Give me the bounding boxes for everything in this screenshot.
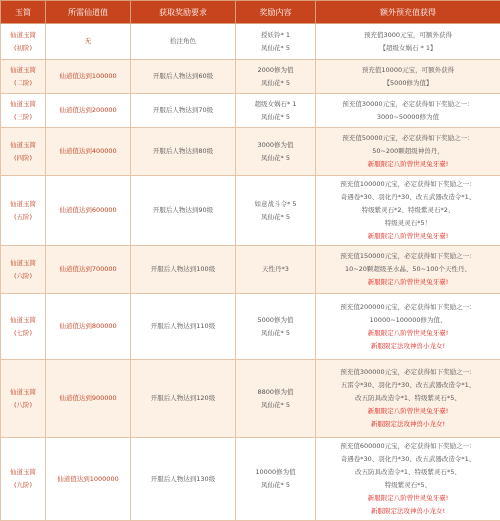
- need-cell: [46, 360, 131, 438]
- extra-cell-line: 10000~100000修为值、: [319, 314, 497, 327]
- stage-cell-line: 仙道玉简: [4, 98, 42, 111]
- extra-cell: [316, 294, 500, 360]
- extra-cell-line: 预充值30000元宝，必定获得如下奖励之一：: [319, 98, 497, 111]
- extra-cell-highlight: 新服限定八阶曾世灵兔牙臺!: [319, 492, 497, 505]
- requirement-cell-line: 开服后人物达到90级: [134, 204, 232, 217]
- table-row: [1, 360, 500, 438]
- extra-cell-line: 改五防具改造令*1、特级紫灵石*5、: [319, 392, 497, 405]
- requirement-cell-line: 开服后人物达到130级: [134, 473, 232, 486]
- reward-cell: [236, 24, 316, 60]
- need-cell-line: 无: [49, 35, 127, 48]
- table-row: [1, 60, 500, 94]
- table-row: [1, 128, 500, 176]
- requirement-cell: [131, 438, 236, 521]
- requirement-cell: [131, 360, 236, 438]
- requirement-cell-line: 开服后人物达到110级: [134, 320, 232, 333]
- extra-cell: [316, 360, 500, 438]
- stage-cell-line: (七阶): [4, 327, 42, 340]
- requirement-cell-line: 开服后人物达到70级: [134, 104, 232, 117]
- extra-cell-highlight: 新服限定法攻神兽小龙女!: [319, 340, 497, 353]
- header-stage: 玉简: [1, 1, 46, 24]
- stage-cell-line: 仙道玉简: [4, 64, 42, 77]
- extra-cell: [316, 246, 500, 294]
- need-cell: [46, 94, 131, 128]
- requirement-cell: [131, 176, 236, 246]
- stage-cell-line: 仙道玉简: [4, 386, 42, 399]
- reward-cell: [236, 294, 316, 360]
- extra-cell-highlight: 新服限定八阶曾世灵兔牙臺!: [319, 158, 497, 171]
- requirement-cell-line: 开服后人物达到80级: [134, 145, 232, 158]
- header-reward: 奖励内容: [236, 1, 316, 24]
- reward-cell-line: 天性丹*3: [239, 263, 312, 276]
- need-cell-line: 仙道值达到600000: [49, 204, 127, 217]
- extra-cell-line: 改五防具改造令*1、特级紫灵石*5、: [319, 466, 497, 479]
- stage-cell-line: (三阶): [4, 111, 42, 124]
- reward-cell-line: 如意战斗令* 5: [239, 198, 312, 211]
- header-need: 所需仙道值: [46, 1, 131, 24]
- reward-cell: [236, 176, 316, 246]
- stage-cell: [1, 294, 46, 360]
- extra-cell: [316, 60, 500, 94]
- reward-cell: [236, 360, 316, 438]
- extra-cell-highlight: 新服限定八阶曾世灵兔牙臺!: [319, 276, 497, 289]
- requirement-cell: [131, 128, 236, 176]
- extra-cell-line: 【超级女娲石 * 1】: [319, 42, 497, 55]
- stage-cell-line: (九阶): [4, 479, 42, 492]
- need-cell-line: 仙道值达到100000: [49, 70, 127, 83]
- extra-cell-line: 奇遇卷*30、羽化丹*30、改五武器改造令*1、: [319, 453, 497, 466]
- need-cell: [46, 438, 131, 521]
- table-row: [1, 24, 500, 60]
- requirement-cell-line: 开服后人物达到60级: [134, 70, 232, 83]
- extra-cell-line: 预充值150000元宝，必定获得如下奖励之一：: [319, 250, 497, 263]
- need-cell-line: 仙道值达到200000: [49, 104, 127, 117]
- stage-cell: [1, 24, 46, 60]
- requirement-cell: [131, 294, 236, 360]
- header-requirement: 获取奖励要求: [131, 1, 236, 24]
- stage-cell-line: 仙道玉简: [4, 314, 42, 327]
- reward-cell-line: 2000修为值: [239, 64, 312, 77]
- requirement-cell-line: 开服后人物达到100级: [134, 263, 232, 276]
- need-cell-line: 仙道值达到900000: [49, 392, 127, 405]
- need-cell: [46, 176, 131, 246]
- need-cell: [46, 246, 131, 294]
- reward-cell: [236, 438, 316, 521]
- extra-cell-line: 10~20颗超级圣水晶、50~100个天性丹、: [319, 263, 497, 276]
- reward-cell: [236, 60, 316, 94]
- extra-cell-line: 【5000修为值】: [319, 77, 497, 90]
- extra-cell-line: 特级紫灵石*2、特级紫灵石*2、: [319, 204, 497, 217]
- extra-cell-line: 预充值3000元宝，可额外获得: [319, 29, 497, 42]
- extra-cell-highlight: 新服限定八阶曾世灵兔牙臺!: [319, 327, 497, 340]
- stage-cell-line: (二阶): [4, 77, 42, 90]
- reward-cell-line: 凤仙花* 5: [239, 77, 312, 90]
- need-cell-line: 仙道值达到700000: [49, 263, 127, 276]
- extra-cell-line: 预充值200000元宝，必定获得如下奖励之一：: [319, 301, 497, 314]
- need-cell-line: 仙道值达到1000000: [49, 473, 127, 486]
- stage-cell-line: 仙道玉简: [4, 29, 42, 42]
- requirement-cell: [131, 94, 236, 128]
- table-row: [1, 176, 500, 246]
- extra-cell-line: 特级紫灵石*5、: [319, 479, 497, 492]
- header-row: [1, 1, 500, 24]
- extra-cell-line: 预充值50000元宝，必定获得如下奖励之一：: [319, 132, 497, 145]
- stage-cell-line: (四阶): [4, 152, 42, 165]
- reward-cell: [236, 128, 316, 176]
- requirement-cell-line: 开服后人物达到120级: [134, 392, 232, 405]
- extra-cell: [316, 128, 500, 176]
- need-cell-line: 仙道值达到800000: [49, 320, 127, 333]
- extra-cell-highlight: 新服限定八阶曾世灵兔牙臺!: [319, 405, 497, 418]
- extra-cell-highlight: 新服限定法攻神兽小龙女!: [319, 505, 497, 518]
- extra-cell: [316, 94, 500, 128]
- reward-cell: [236, 94, 316, 128]
- reward-cell-line: 凤仙花* 5: [239, 211, 312, 224]
- reward-cell-line: 凤仙花* 5: [239, 42, 312, 55]
- extra-cell-line: 预充值300000元宝，必定获得如下奖励之一：: [319, 366, 497, 379]
- stage-cell: [1, 438, 46, 521]
- stage-cell-line: (六阶): [4, 270, 42, 283]
- extra-cell-line: 五雷令*30、羽化丹*30、改五武器改造令*1、: [319, 379, 497, 392]
- reward-cell-line: 凤仙花* 5: [239, 399, 312, 412]
- reward-cell-line: 授妖铃* 1: [239, 29, 312, 42]
- extra-cell-line: 预充值10000元宝，可额外获得: [319, 64, 497, 77]
- extra-cell: [316, 176, 500, 246]
- requirement-cell: [131, 246, 236, 294]
- requirement-cell: [131, 24, 236, 60]
- stage-cell-line: (八阶): [4, 399, 42, 412]
- reward-cell-line: 超级女娲石* 1: [239, 98, 312, 111]
- reward-cell-line: 8800修为值: [239, 386, 312, 399]
- need-cell: [46, 60, 131, 94]
- requirement-cell-line: 拾注角色: [134, 35, 232, 48]
- header-extra: 额外预充值获得: [316, 1, 500, 24]
- table-row: [1, 246, 500, 294]
- table-body: [1, 24, 500, 521]
- need-cell: [46, 128, 131, 176]
- stage-cell: [1, 94, 46, 128]
- stage-cell: [1, 246, 46, 294]
- extra-cell-line: 3000~50000修为值: [319, 111, 497, 124]
- extra-cell-line: 预充值100000元宝，必定获得如下奖励之一：: [319, 178, 497, 191]
- reward-cell-line: 3000修为值: [239, 139, 312, 152]
- stage-cell: [1, 360, 46, 438]
- table-row: [1, 438, 500, 521]
- stage-cell: [1, 60, 46, 94]
- need-cell: [46, 294, 131, 360]
- extra-cell-line: 特级灵灵石*5！: [319, 217, 497, 230]
- extra-cell-line: 预充值600000元宝，必定获得如下奖励之一：: [319, 440, 497, 453]
- extra-cell: [316, 438, 500, 521]
- extra-cell-highlight: 新服限定八阶曾世灵兔牙臺!: [319, 230, 497, 243]
- stage-cell-line: (五阶): [4, 211, 42, 224]
- stage-cell-line: 仙道玉简: [4, 198, 42, 211]
- reward-cell-line: 凤仙花* 5: [239, 111, 312, 124]
- table-row: [1, 94, 500, 128]
- reward-cell: [236, 246, 316, 294]
- reward-cell-line: 凤仙花* 5: [239, 152, 312, 165]
- reward-cell-line: 凤仙花* 5: [239, 327, 312, 340]
- stage-cell-line: (初阶): [4, 42, 42, 55]
- table-row: [1, 294, 500, 360]
- reward-cell-line: 5000修为值: [239, 314, 312, 327]
- stage-cell: [1, 128, 46, 176]
- need-cell-line: 仙道值达到400000: [49, 145, 127, 158]
- need-cell: [46, 24, 131, 60]
- stage-cell-line: 仙道玉简: [4, 139, 42, 152]
- reward-cell-line: 10000修为值: [239, 466, 312, 479]
- reward-cell-line: 凤仙花* 5: [239, 479, 312, 492]
- extra-cell-line: 50~200颗超级神兽丹，: [319, 145, 497, 158]
- extra-cell-highlight: 新服限定法攻神兽小龙女!: [319, 418, 497, 431]
- extra-cell-line: 奇遇卷*30、羽化丹*30、改五武器改造令*1、: [319, 191, 497, 204]
- extra-cell: [316, 24, 500, 60]
- requirement-cell: [131, 60, 236, 94]
- stage-cell-line: 仙道玉简: [4, 257, 42, 270]
- stage-cell: [1, 176, 46, 246]
- stage-cell-line: 仙道玉简: [4, 466, 42, 479]
